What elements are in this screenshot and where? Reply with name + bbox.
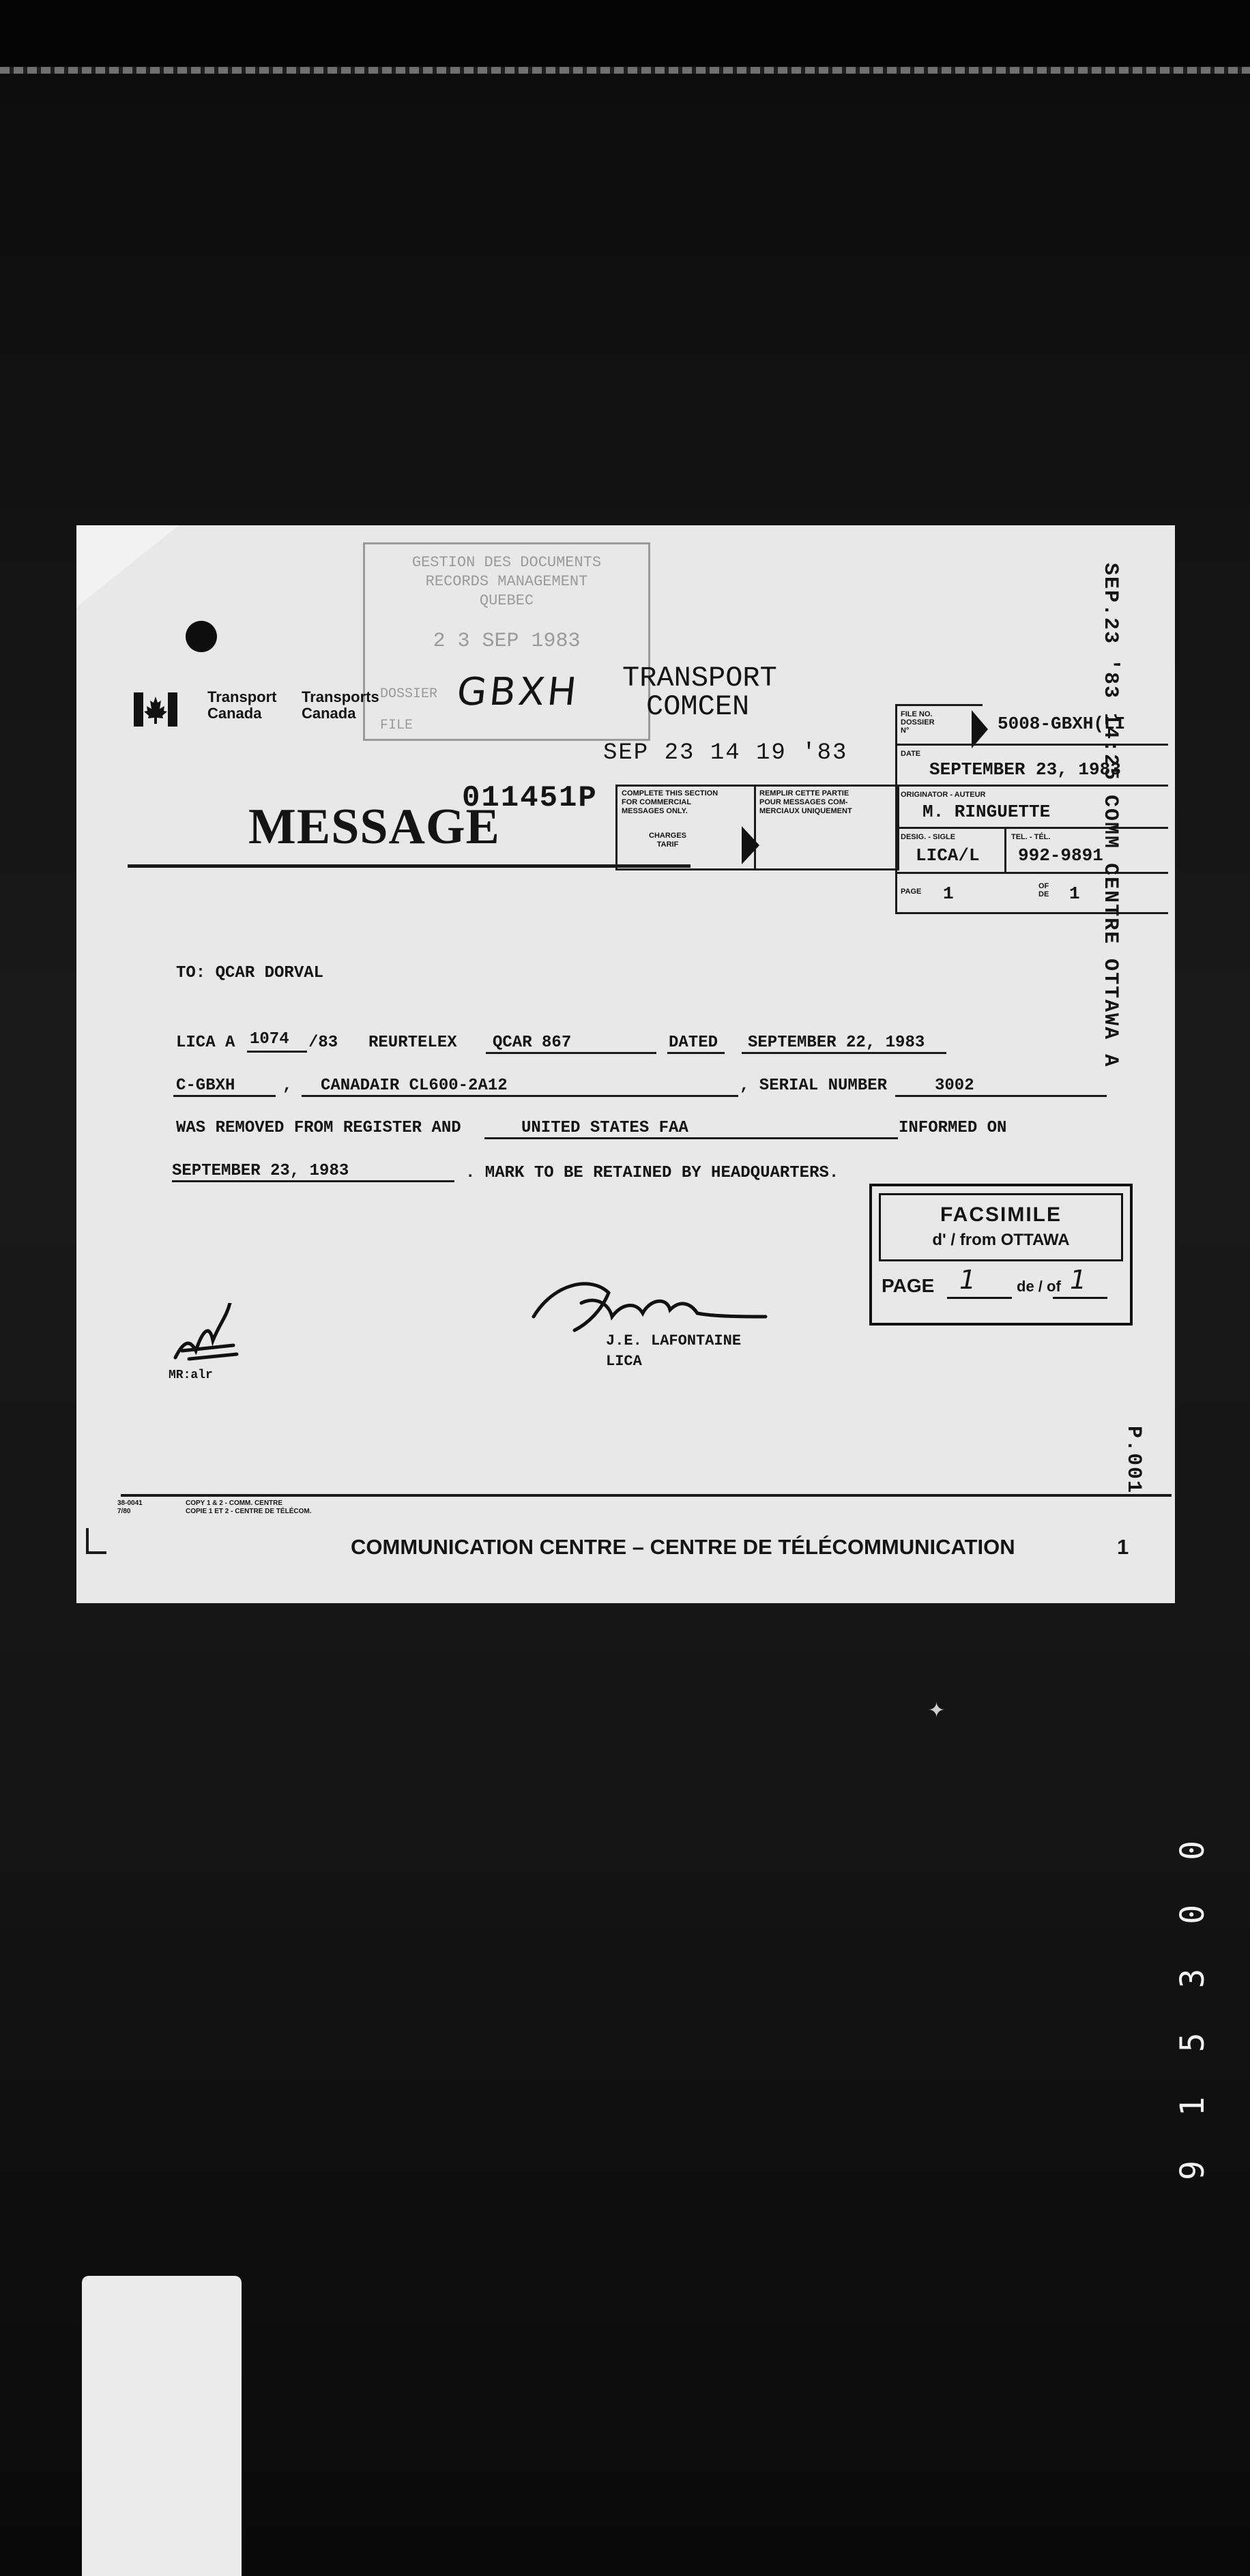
charges-arrow-icon [742, 826, 759, 864]
signer-title: LICA [606, 1353, 642, 1370]
file-no-arrow-icon [972, 710, 988, 748]
facsimile-page-value: 1 [959, 1265, 976, 1295]
registration-underline [173, 1095, 276, 1097]
removed-text: WAS REMOVED FROM REGISTER AND [176, 1119, 461, 1137]
form-code: 38-0041 7/80 [117, 1499, 143, 1515]
facsimile-page-label: PAGE [882, 1275, 935, 1296]
film-leader-blank [82, 2276, 242, 2576]
page-label: PAGE [901, 888, 922, 896]
title-rule [128, 864, 691, 868]
originator-value: M. RINGUETTE [922, 802, 1051, 822]
facsimile-header [879, 1193, 1123, 1261]
dust-speck-icon: ✦ [928, 1699, 946, 1722]
brand-english: Transport Canada [207, 688, 277, 722]
dated-label: DATED [669, 1034, 718, 1052]
fax-header-stamp: SEP.23 '83 14:25 COMM CENTRE OTTAWA A [1099, 563, 1122, 1068]
desig-row [895, 827, 1168, 874]
message-form [76, 525, 1175, 1603]
registration: C-GBXH [176, 1077, 235, 1095]
stamp-line-2: RECORDS MANAGEMENT [425, 573, 588, 590]
informed-date-underline [172, 1180, 454, 1182]
message-info-box [895, 704, 1168, 912]
facsimile-title: FACSIMILE [940, 1203, 1062, 1226]
serial-label: , SERIAL NUMBER [740, 1077, 888, 1095]
copy-distribution: COPY 1 & 2 - COMM. CENTRE COPIE 1 ET 2 - CENTRE DE TÉLÉCOM. [186, 1499, 312, 1515]
handwritten-file-code: GBXH [454, 670, 581, 714]
of-value: 1 [1069, 883, 1080, 904]
stamp-line-1: GESTION DES DOCUMENTS [411, 554, 602, 571]
charges-label: CHARGES TARIF [649, 832, 687, 849]
initials-scribble-icon [169, 1303, 244, 1364]
brand-french: Transports Canada [302, 688, 379, 722]
commercial-note-fr: REMPLIR CETTE PARTIE POUR MESSAGES COM- MERCIAUX UNIQUEMENT [759, 789, 852, 815]
stamp-file-label: DOSSIER FILE [380, 686, 438, 733]
film-top-band [0, 0, 1250, 68]
aircraft-type: CANADAIR CL600-2A12 [321, 1077, 508, 1095]
punch-hole [186, 621, 217, 652]
desig-label: DESIG. - SIGLE [901, 833, 956, 841]
message-number: 011451P [462, 781, 598, 815]
file-no-value: 5008-GBXH(LI [998, 714, 1126, 734]
footer-rule [121, 1494, 1172, 1497]
comcen-stamp-line-1: TRANSPORT [622, 662, 777, 694]
tel-value: 992-9891 [1018, 845, 1103, 866]
serial-value: 3002 [935, 1077, 974, 1095]
date-label: DATE [901, 750, 921, 758]
film-frame-number: 9 1 5 3 0 0 [1174, 1828, 1212, 2180]
date-row [895, 744, 1168, 787]
commercial-note-en: COMPLETE THIS SECTION FOR COMMERCIAL MESSAGES ONLY. [622, 789, 718, 815]
reurtelex-label: REURTELEX [368, 1034, 457, 1052]
of-label: OF DE [1038, 882, 1049, 898]
aircraft-underline [302, 1095, 738, 1097]
to-line: TO: QCAR DORVAL [176, 964, 324, 982]
dated-value-underline [742, 1052, 946, 1054]
commercial-section [615, 785, 899, 870]
facsimile-of-label: de / of [1017, 1278, 1061, 1295]
ref-number: 1074 [250, 1030, 289, 1049]
ref-number-underline [247, 1051, 307, 1053]
facsimile-stamp [869, 1184, 1133, 1326]
ref-year: /83 [308, 1034, 338, 1052]
page-value: 1 [943, 883, 954, 904]
telex-ref-underline [486, 1052, 656, 1054]
serial-underline [895, 1095, 1107, 1097]
file-no-label: FILE NO. DOSSIER N° [901, 710, 935, 735]
originator-row [895, 785, 1168, 829]
desig-value: LICA/L [916, 845, 980, 866]
signer-name: J.E. LAFONTAINE [606, 1332, 742, 1349]
comcen-stamp-line-2: COMCEN [646, 690, 750, 723]
dated-value: SEPTEMBER 22, 1983 [748, 1034, 925, 1052]
folded-corner [76, 525, 179, 607]
stamp-date: 2 3 SEP 1983 [433, 630, 581, 653]
fax-page-number: P.001 [1122, 1426, 1145, 1495]
stamp-line-3: QUEBEC [479, 592, 534, 609]
page-row [895, 872, 1168, 914]
footer-copy-number: 1 [1117, 1535, 1129, 1559]
footer-corner-mark [86, 1528, 106, 1554]
originator-label: ORIGINATOR - AUTEUR [901, 791, 986, 799]
signature-icon [527, 1276, 772, 1337]
tel-label: TEL. - TÉL. [1011, 833, 1051, 841]
facsimile-of-underline [1053, 1297, 1107, 1299]
telex-ref: QCAR 867 [493, 1034, 572, 1052]
date-value: SEPTEMBER 23, 1983 [929, 759, 1121, 780]
ref-prefix: LICA A [176, 1034, 235, 1052]
footer-title: COMMUNICATION CENTRE – CENTRE DE TÉLÉCOMMUNICATION [351, 1535, 1015, 1559]
film-edge-strip [0, 67, 1250, 74]
dated-underline [667, 1052, 725, 1054]
typist-initials: MR:alr [169, 1368, 213, 1382]
comcen-stamp-datetime: SEP 23 14 19 '83 [603, 740, 848, 766]
facsimile-of-value: 1 [1070, 1265, 1087, 1295]
file-no-row [895, 704, 983, 746]
facsimile-subtitle: d' / from OTTAWA [932, 1231, 1070, 1249]
retain-text: . MARK TO BE RETAINED BY HEADQUARTERS. [465, 1164, 839, 1182]
informed-label: INFORMED ON [899, 1119, 1007, 1137]
canada-flag-icon [134, 692, 177, 727]
informed-date: SEPTEMBER 23, 1983 [172, 1162, 349, 1180]
authority-underline [484, 1137, 898, 1139]
form-title: MESSAGE [248, 799, 500, 855]
registration-comma: , [282, 1077, 293, 1095]
facsimile-page-underline [947, 1297, 1012, 1299]
authority: UNITED STATES FAA [521, 1119, 688, 1137]
desig-divider [1004, 829, 1006, 874]
